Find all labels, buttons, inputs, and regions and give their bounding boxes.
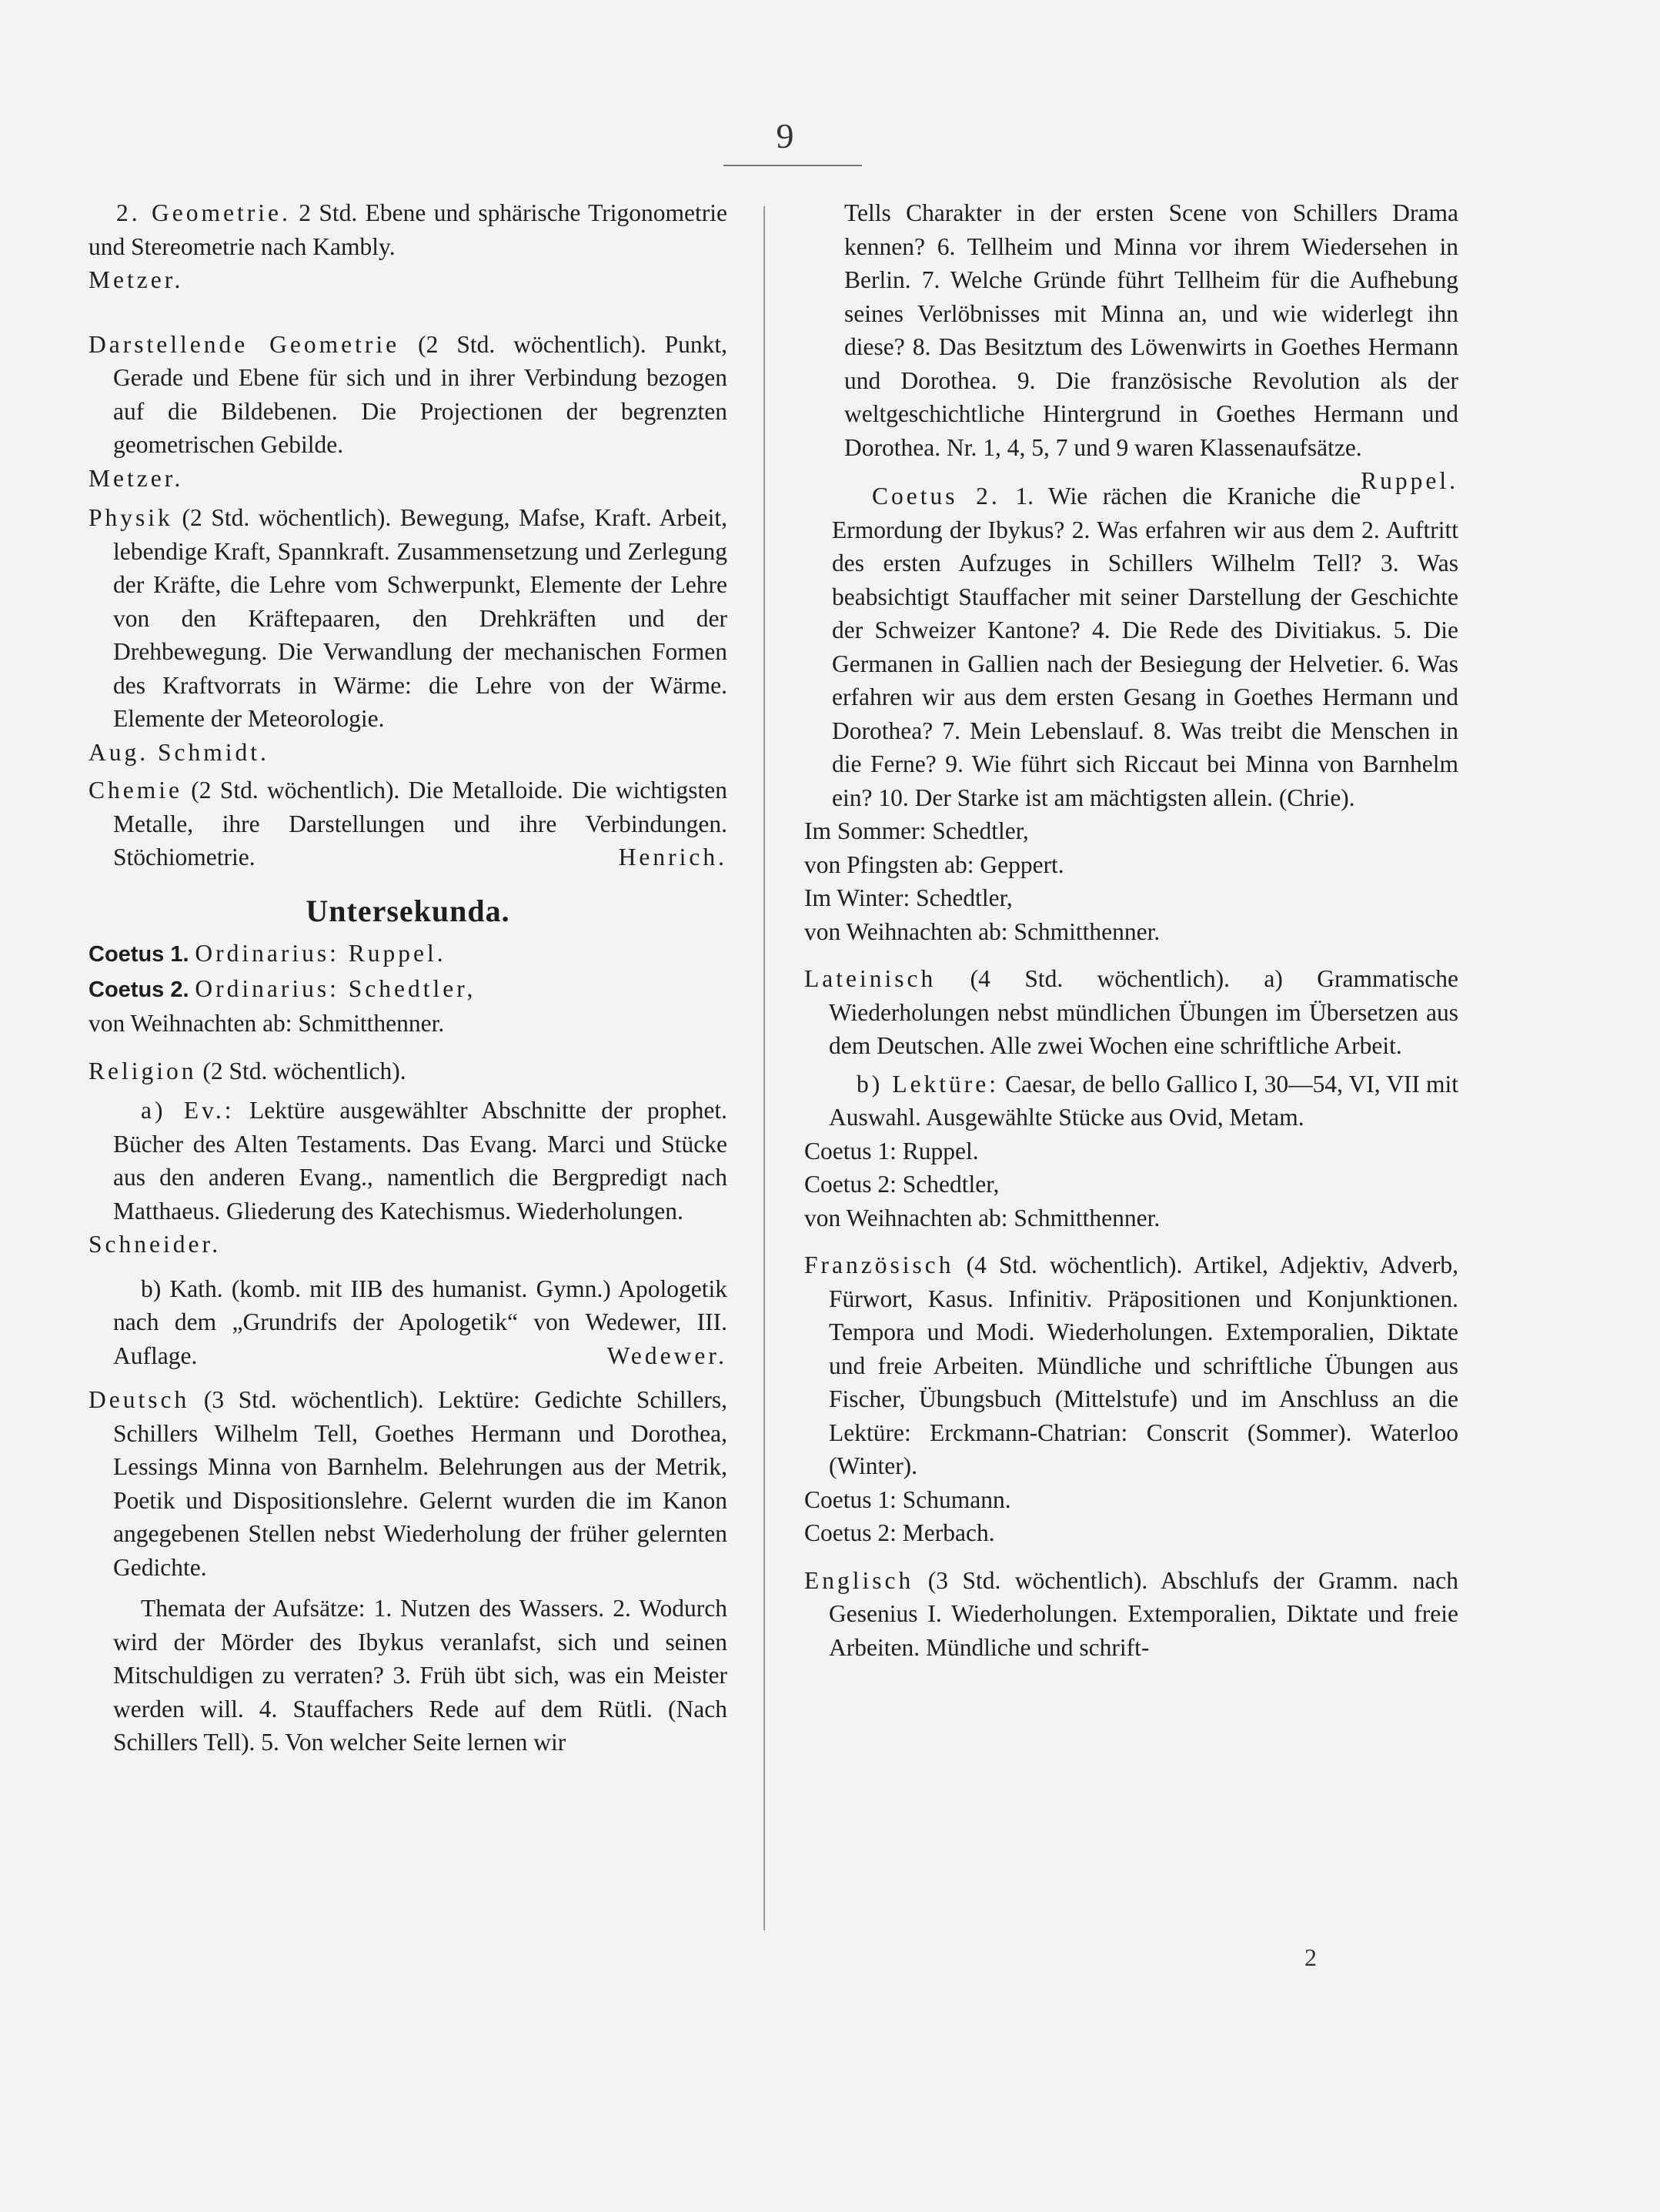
chemie-text: (2 Std. wöchentlich). Die Metalloide. Die wichtigsten Metalle, ihre Darstellungen und ihre Verbindungen. Stöchiometrie. [113,777,727,870]
sheet-signature-mark: 2 [1304,1943,1317,1971]
englisch-text: (3 Std. wöchentlich). Abschlufs der Gramm. nach Gesenius I. Wiederholungen. Extemporalien, Diktate und freie Arbeiten. Mündliche und schrift- [829,1566,1459,1661]
darstellende-text: (2 Std. wöchentlich). Punkt, Gerade und Ebene für sich und in ihrer Verbindung bezogen auf die Bildebenen. Die Projectionen der begrenzten geometrischen Gebilde. [113,330,728,458]
religion-b-text: b) Kath. (komb. mit IIB des humanist. Gymn.) Apologetik nach dem „Grundrifs der Apologetik“ von Wedewer, III. Auflage. [113,1275,727,1369]
geometrie-text: 2 Std. Ebene und sphärische Trigonometrie und Stereometrie nach Kambly. [89,199,727,260]
coetus2-label: Coetus 2. [89,977,189,1002]
coetus2-themata-head: Coetus 2. [872,483,1000,510]
section-physik [89,501,727,769]
section-englisch [804,1564,1458,1665]
latein-teacher-2: Coetus 2: Schedtler, [804,1171,1000,1198]
physik-text: (2 Std. wöchentlich). Bewegung, Mafse, Kraft. Arbeit, lebendige Kraft, Spannkraft. Zusammensetzung und Zerlegung der Kräfte, die Lehre vom Schwerpunkt, Elemente der Lehre von den Kräftepaaren, den Drehkräften und der Drehbewegung. Die Verwandlung der mechanischen Formen des Kraftvorrats in Wärme: die Lehre von der Wärme. Elemente der Meteorologie. [113,504,727,732]
religion-b-teacher: Wedewer. [606,1342,727,1369]
franz-teacher-2: Coetus 2: Merbach. [804,1519,995,1546]
franz-teacher-1: Coetus 1: Schumann. [804,1485,1011,1513]
left-column [89,196,727,1759]
deutsch-teacher-2: von Pfingsten ab: Geppert. [804,850,1064,878]
coetus2-line [89,972,727,1007]
physik-head: Physik [89,504,173,531]
page-number: 9 [776,116,794,155]
englisch-entry [804,1564,1458,1665]
latein-b [804,1068,1458,1134]
geometrie-head: 2. Geometrie. [116,199,291,226]
header-rule [723,165,862,166]
column-divider [763,206,765,1930]
religion-b [89,1272,727,1373]
themata-continuation [804,196,1458,494]
coetus2-themata-text: 1. Wie rächen die Kraniche die Ermordung der Ibykus? 2. Was erfahren wir aus dem 2. Auftritt des ersten Aufzuges in Schillers Wilhelm Tell? 3. Was beabsichtigt Stauffacher mit seiner Darstellung der Geschichte der Schweizer Kantone? 4. Die Rede des Divitiakus. 5. Die Germanen in Gallien nach der Besiegung der Helvetier. 6. Was erfahren wir aus dem ersten Gesang in Goethes Hermann und Dorothea? 7. Mein Lebenslauf. 8. Was treibt die Menschen in die Ferne? 9. Wie führt sich Riccaut bei Minna von Barnhelm ein? 10. Der Starke ist am mächtigsten allein. (Chrie). [832,483,1458,811]
section-title: Untersekunda. [306,893,510,928]
section-latein [804,962,1458,1235]
darstellende-head: Darstellende Geometrie [89,330,400,358]
religion-a-label: a) Ev.: [141,1097,235,1124]
coetus1-text: Ordinarius: Ruppel. [195,940,446,967]
latein-entry [804,962,1458,1063]
geometrie-teacher: Metzer. [89,266,184,293]
latein-teacher-1: Coetus 1: Ruppel. [804,1137,979,1164]
chemie-entry [89,774,727,874]
geometrie-entry [89,196,727,263]
coetus2-continuation: von Weihnachten ab: Schmitthenner. [89,1010,445,1037]
englisch-head: Englisch [804,1566,914,1594]
coetus1-line [89,937,727,972]
chemie-teacher: Henrich. [618,844,727,870]
themata-continuation-text: Tells Charakter in der ersten Scene von Schillers Drama kennen? 6. Tellheim und Minna vor ihrem Wiedersehen in Berlin. 7. Welche Gründe führt Tellheim für die Aufhebung seines Verlöbnisses mit Minna an, und wie widerlegt ihn diese? 8. Das Besitztum des Löwenwirts in Goethes Hermann und Dorothea. 9. Die französische Revolution als der weltgeschichtliche Hintergrund in Goethes Hermann und Dorothea. Nr. 1, 4, 5, 7 und 9 waren Klassenaufsätze. [844,199,1458,461]
latein-teacher-3: von Weihnachten ab: Schmitthenner. [804,1204,1161,1231]
latein-b-label: b) Lektüre: [857,1070,1000,1098]
franz-text: (4 Std. wöchentlich). Artikel, Adjektiv, Adverb, Fürwort, Kasus. Infinitiv. Präpositionen und Konjunktionen. Tempora und Modi. Wiederholungen. Extemporalien, Diktate und freie Arbeiten. Mündliche und schriftliche Übungen aus Fischer, Übungsbuch (Mittelstufe) und im Anschluss an die Lektüre: Erckmann-Chatrian: Conscrit (Sommer). Waterloo (Winter). [829,1251,1459,1479]
religion-a-teacher: Schneider. [89,1231,222,1258]
section-geometrie [89,196,727,297]
religion-head: Religion [89,1057,197,1084]
section-darstellende [89,328,727,496]
section-franz [804,1248,1458,1550]
religion-a [89,1094,727,1228]
religion-entry [89,1054,727,1088]
franz-entry [804,1248,1458,1483]
physik-entry [89,501,727,736]
section-chemie [89,774,727,874]
religion-text: (2 Std. wöchentlich). [202,1057,406,1084]
deutsch-text: (3 Std. wöchentlich). Lektüre: Gedichte Schillers, Schillers Wilhelm Tell, Goethes Hermann und Dorothea, Lessings Minna von Barnhelm. Belehrungen aus der Metrik, Poetik und Dispositionslehre. Gelernt wurden die im Kanon angegebenen Stellen nebst Wiederholung der früher gelernten Gedichte. [113,1386,728,1581]
coetus2-themata [804,479,1458,814]
deutsch-teacher-1: Im Sommer: Schedtler, [804,817,1029,844]
physik-teacher: Aug. Schmidt. [89,738,269,766]
themata-teacher: Ruppel. [1361,467,1458,494]
coetus1-label: Coetus 1. [89,942,189,967]
coetus2-text: Ordinarius: Schedtler, [195,974,476,1002]
franz-head: Französisch [804,1251,954,1278]
darstellende-entry [89,328,727,462]
chemie-head: Chemie [89,777,182,804]
section-religion [89,1054,727,1373]
deutsch-teacher-4: von Weihnachten ab: Schmitthenner. [804,917,1161,945]
latein-head: Lateinisch [804,965,937,992]
darstellende-teacher: Metzer. [89,464,184,492]
deutsch-themata: Themata der Aufsätze: 1. Nutzen des Wassers. 2. Wodurch wird der Mörder des Ibykus veranlafst, sich und seinen Mitschuldigen zu verraten? 3. Früh übt sich, was ein Meister werden will. 4. Stauffachers Rede auf dem Rütli. (Nach Schillers Tell). 5. Von welcher Seite lernen wir [113,1595,727,1756]
section-deutsch [89,1383,727,1759]
deutsch-entry [89,1383,727,1584]
right-column [804,196,1458,1664]
deutsch-teacher-3: Im Winter: Schedtler, [804,884,1013,911]
religion-a-text: Lektüre ausgewählter Abschnitte der prophet. Bücher des Alten Testaments. Das Evang. Marci und Stücke aus den anderen Evang., namentlich die Bergpredigt nach Matthaeus. Gliederung des Katechismus. Wiederholungen. [113,1097,728,1225]
deutsch-head: Deutsch [89,1386,190,1413]
latein-text: (4 Std. wöchentlich). a) Grammatische Wiederholungen nebst mündlichen Übungen im Übersetzen aus dem Deutschen. Alle zwei Wochen eine schriftliche Arbeit. [829,965,1458,1059]
latein-b-text: Caesar, de bello Gallico I, 30—54, VI, VII mit Auswahl. Ausgewählte Stücke aus Ovid, Metam. [829,1070,1459,1131]
